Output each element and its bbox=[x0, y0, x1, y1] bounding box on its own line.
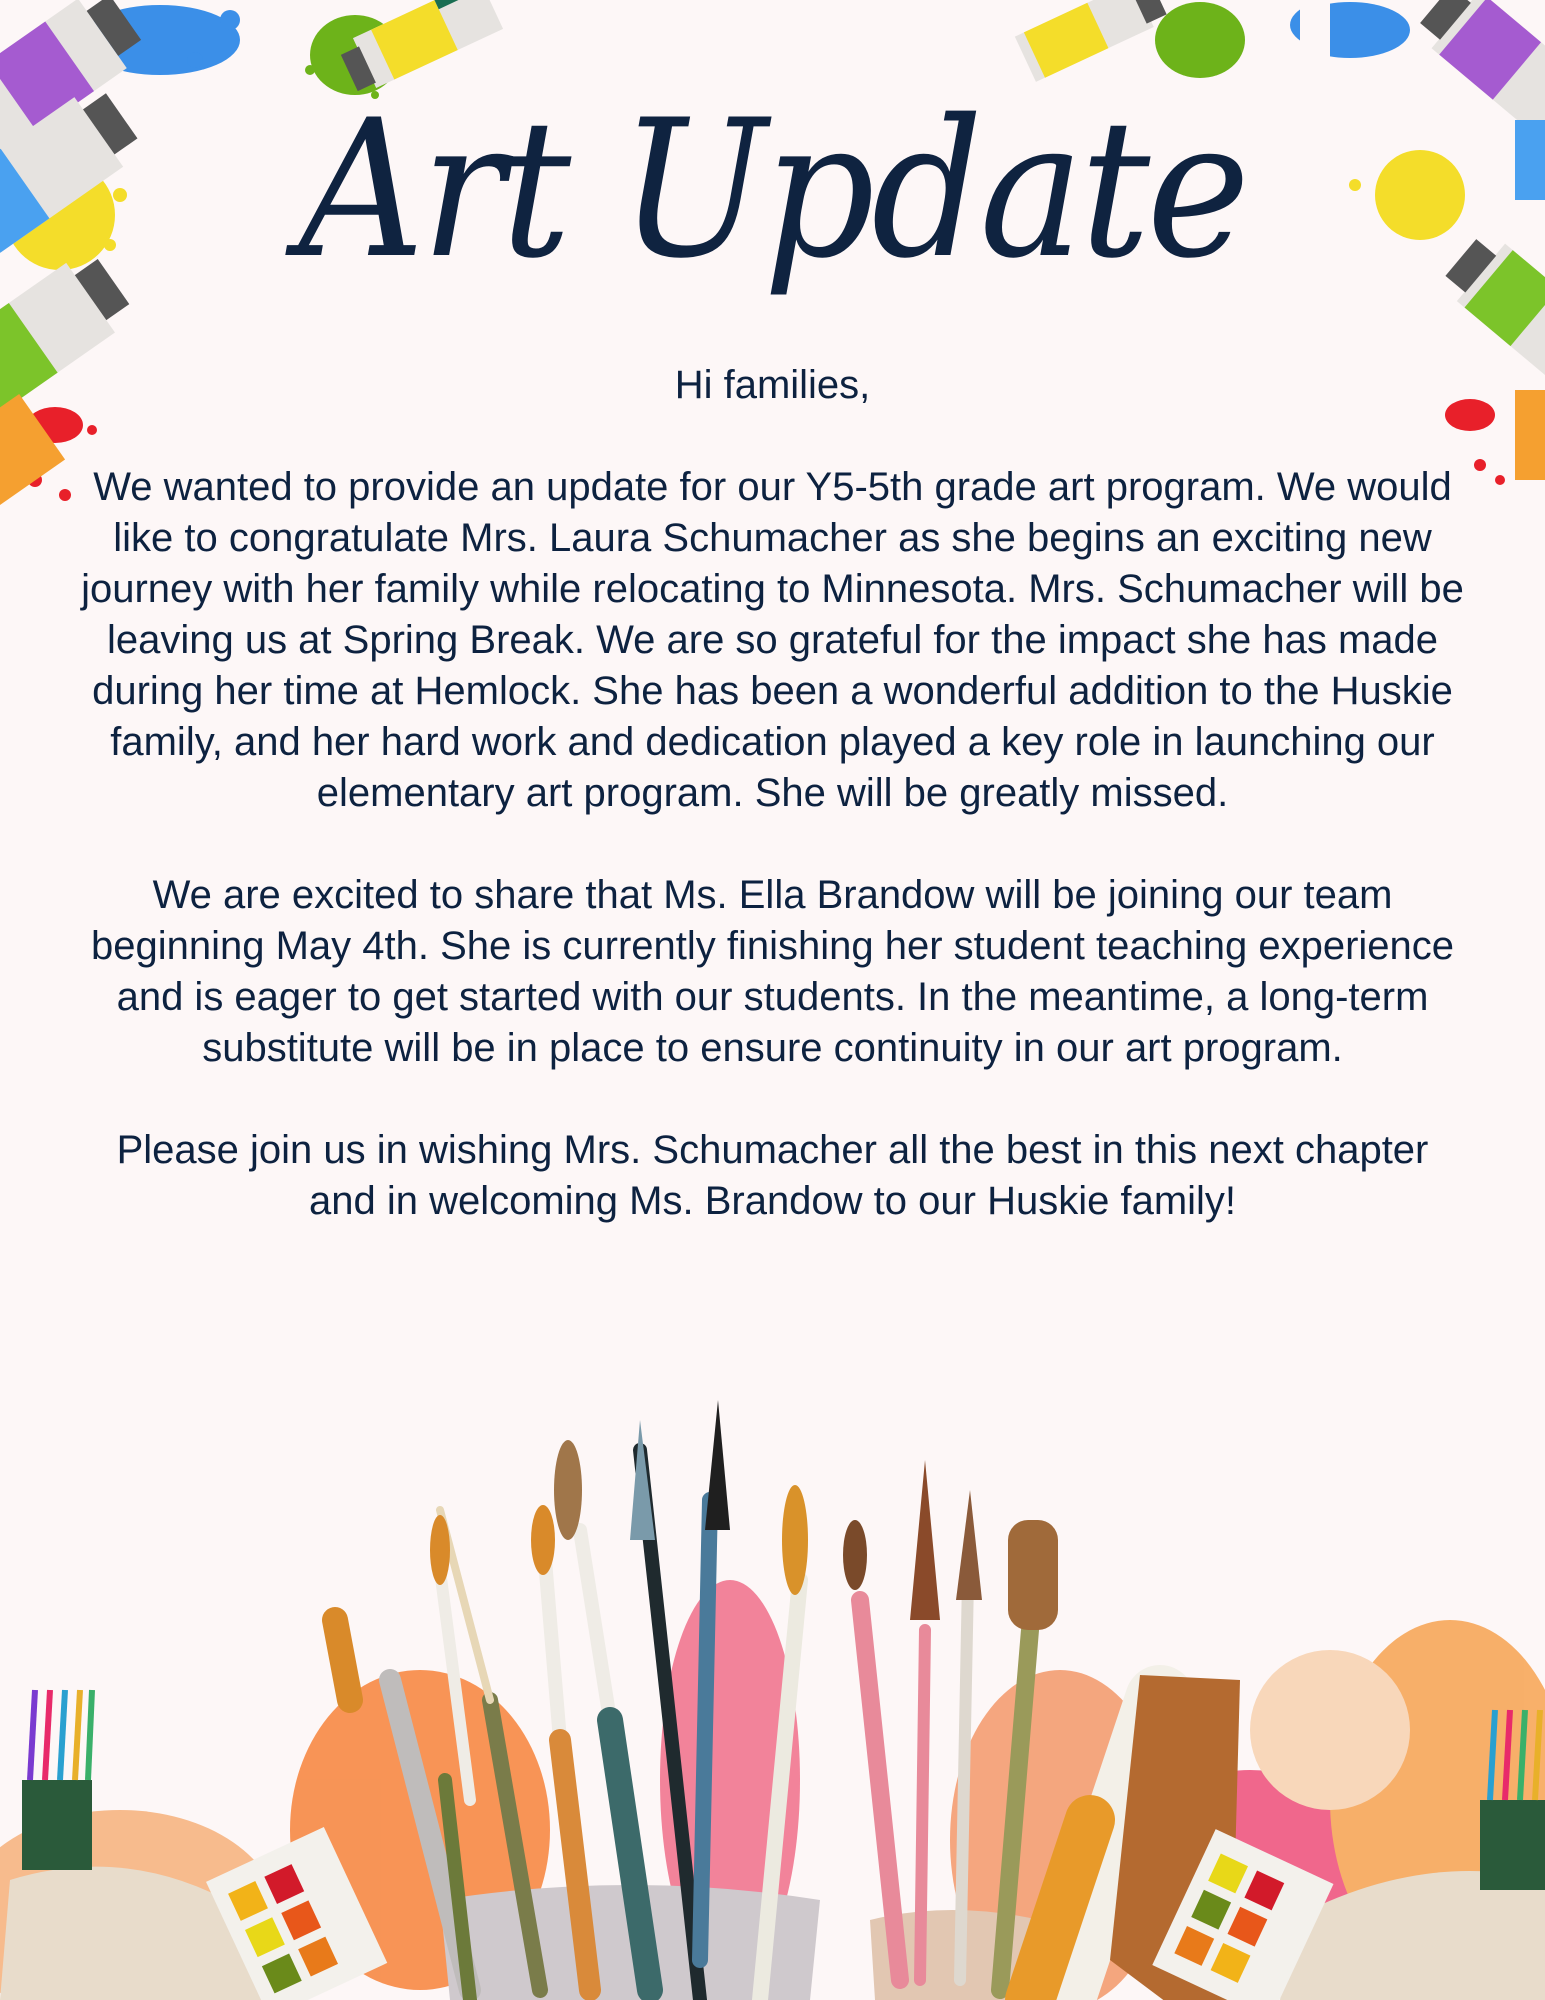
greeting: Hi families, bbox=[674, 363, 871, 407]
paragraph-new-teacher: We are excited to share that Ms. Ella Brandow will be joining our team beginning May 4th. She is currently finishing her student teaching experience and is eager to get started with our students. In the meantime, a long-term substitute will be in place to ensure continuity in our art program. bbox=[90, 873, 1455, 1070]
page-title: Art Update bbox=[298, 79, 1247, 300]
letter-body bbox=[80, 360, 1465, 1278]
paragraph-closing: Please join us in wishing Mrs. Schumacher all the best in this next chapter and in welcoming Ms. Brandow to our Huskie family! bbox=[116, 1128, 1429, 1223]
paragraph-farewell: We wanted to provide an update for our Y5-5th grade art program. We would like to congratulate Mrs. Laura Schumacher as she begins an exciting new journey with her family while relocating to Minnesota. Mrs. Schumacher will be leaving us at Spring Break. We are so grateful for the impact she has made during her time at Hemlock. She has been a wonderful addition to the Huskie family, and her hard work and dedication played a key role in launching our elementary art program. She will be greatly missed. bbox=[81, 465, 1464, 815]
paintbrushes-icon bbox=[0, 1400, 1545, 2000]
